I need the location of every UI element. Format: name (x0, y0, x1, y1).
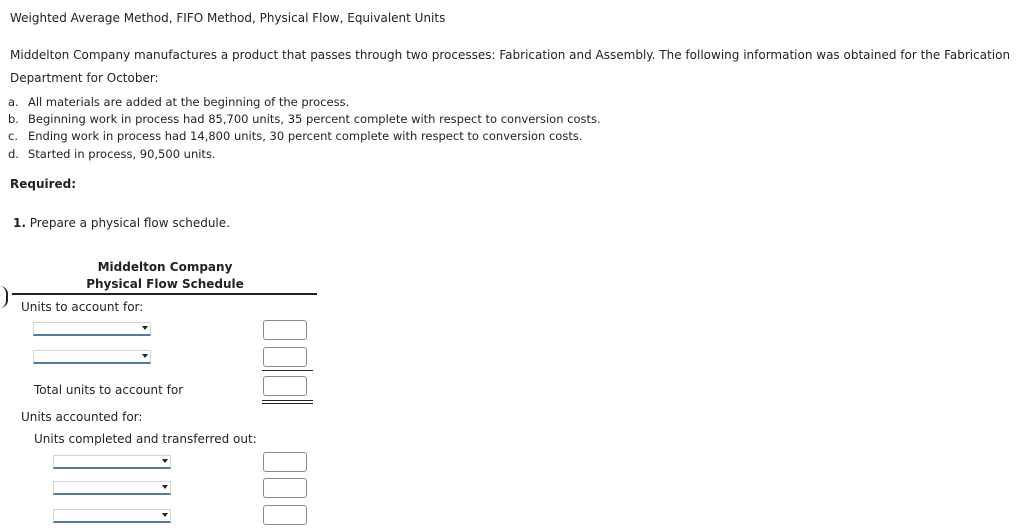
question-text: Prepare a physical flow schedule. (29, 216, 230, 230)
condition-c (8, 129, 582, 143)
subtotal-rule (262, 370, 313, 371)
condition-text: Started in process, 90,500 units. (28, 147, 216, 161)
condition-b (8, 112, 601, 126)
input-box-5[interactable] (263, 505, 307, 525)
schedule-company: Middelton Company (97, 260, 233, 274)
question-number: 1. (13, 216, 26, 230)
required-label: Required: (10, 177, 77, 191)
chevron-down-icon (142, 354, 148, 358)
condition-a (8, 95, 349, 109)
dropdown-1[interactable] (33, 322, 151, 336)
dropdown-4[interactable] (53, 481, 171, 495)
input-box-4[interactable] (263, 478, 307, 498)
page-title: Weighted Average Method, FIFO Method, Physical Flow, Equivalent Units (10, 11, 446, 25)
left-edge-marker (0, 286, 8, 308)
chevron-down-icon (162, 513, 168, 517)
units-to-account-for-label: Units to account for: (21, 300, 144, 314)
input-box-2[interactable] (263, 347, 307, 367)
condition-text: All materials are added at the beginning of the process. (28, 95, 350, 109)
problem-intro: Middelton Company manufactures a product that passes through two processes: Fabrication and Assembly. The following information was obtained for the Fabrication Department for October: (10, 48, 1011, 85)
condition-letter: b. (8, 112, 19, 126)
chevron-down-icon (162, 459, 168, 463)
units-accounted-for-label: Units accounted for: (21, 410, 143, 424)
condition-text: Beginning work in process had 85,700 units, 35 percent complete with respect to conversion costs. (28, 112, 601, 126)
chevron-down-icon (162, 485, 168, 489)
schedule-title: Physical Flow Schedule (86, 277, 244, 291)
dropdown-3[interactable] (53, 455, 171, 469)
dropdown-5[interactable] (53, 509, 171, 523)
input-box-total[interactable] (263, 376, 307, 396)
condition-text: Ending work in process had 14,800 units, 30 percent complete with respect to conversion costs. (28, 129, 583, 143)
units-completed-label: Units completed and transferred out: (34, 432, 257, 446)
input-box-1[interactable] (263, 320, 307, 340)
schedule-header-rule (12, 293, 317, 295)
condition-d (8, 147, 216, 161)
condition-letter: c. (8, 129, 18, 143)
dropdown-2[interactable] (33, 350, 151, 364)
total-double-rule-top (262, 400, 313, 401)
total-double-rule-bottom (262, 403, 313, 404)
question-1 (13, 216, 230, 230)
total-units-to-account-for-label: Total units to account for (34, 383, 184, 397)
chevron-down-icon (142, 326, 148, 330)
condition-letter: a. (8, 95, 19, 109)
condition-letter: d. (8, 147, 19, 161)
input-box-3[interactable] (263, 452, 307, 472)
